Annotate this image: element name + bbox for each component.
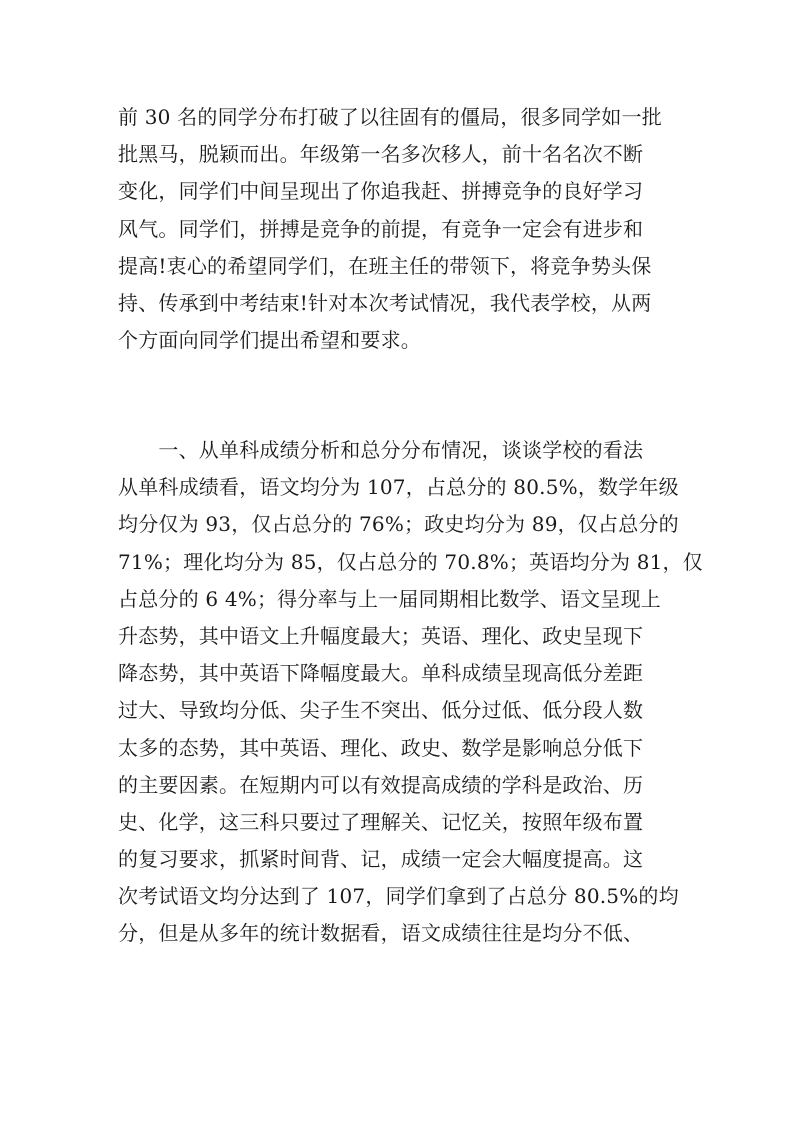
text-line: 个方面向同学们提出希望和要求。 <box>118 328 421 353</box>
text-line: 的主要因素。在短期内可以有效提高成绩的学科是政治、历 <box>118 772 644 797</box>
text-line: 太多的态势，其中英语、理化、政史、数学是影响总分低下 <box>118 735 644 760</box>
text-line: 71%；理化均分为 85，仅占总分的 70.8%；英语均分为 81，仅 <box>118 549 703 574</box>
text-line: 升态势，其中语文上升幅度最大；英语、理化、政史呈现下 <box>118 623 644 648</box>
text-line: 过大、导致均分低、尖子生不突出、低分过低、低分段人数 <box>118 698 644 723</box>
text-line: 从单科成绩看，语文均分为 107，占总分的 80.5%，数学年级 <box>118 475 679 500</box>
text-line: 批黑马，脱颖而出。年级第一名多次移人，前十名名次不断 <box>118 142 644 167</box>
text-line: 前 30 名的同学分布打破了以往固有的僵局，很多同学如一批 <box>118 105 662 129</box>
text-line: 均分仅为 93，仅占总分的 76%；政史均分为 89，仅占总分的 <box>118 512 679 537</box>
paragraph-section-one <box>118 432 703 990</box>
text-line: 持、传承到中考结束!针对本次考试情况，我代表学校，从两 <box>118 290 652 315</box>
text-line: 分，但是从多年的统计数据看，语文成绩往往是均分不低、 <box>118 921 644 946</box>
text-line: 的复习要求，抓紧时间背、记，成绩一定会大幅度提高。这 <box>118 847 644 872</box>
text-line: 次考试语文均分达到了 107，同学们拿到了占总分 80.5%的均 <box>118 884 679 909</box>
text-line: 提高!衷心的希望同学们，在班主任的带领下，将竞争势头保 <box>118 253 652 278</box>
text-line: 变化，同学们中间呈现出了你追我赶、拼搏竞争的良好学习 <box>118 179 644 204</box>
text-line: 风气。同学们，拼搏是竞争的前提，有竞争一定会有进步和 <box>118 216 644 241</box>
section-heading-line: 一、从单科成绩分析和总分分布情况，谈谈学校的看法 <box>118 438 644 462</box>
text-line: 史、化学，这三科只要过了理解关、记忆关，按照年级布置 <box>118 809 644 834</box>
text-line: 降态势，其中英语下降幅度最大。单科成绩呈现高低分差距 <box>118 661 644 686</box>
paragraph-intro <box>118 99 678 359</box>
text-line <box>118 953 678 990</box>
text-line: 占总分的 6 4%；得分率与上一届同期相比数学、语文呈现上 <box>118 586 661 611</box>
